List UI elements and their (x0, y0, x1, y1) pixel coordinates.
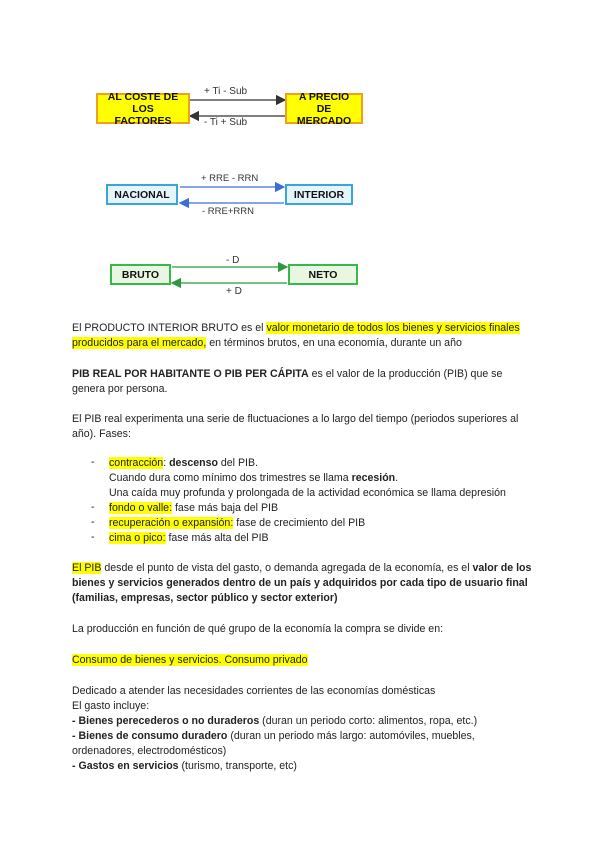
p1-highlight: valor monetario de todos los bienes y servicios finales producidos para el mercado, (72, 322, 520, 349)
phase-contraccion-hl: contracción (109, 457, 164, 469)
bullet-dash-1: - (91, 456, 95, 468)
phase-contraccion-sep: : (163, 457, 170, 469)
box-coste-factores: AL COSTE DE LOS FACTORES (96, 93, 190, 124)
phase-contraccion-l2b: . (395, 472, 399, 484)
paragraph-pib-definition (72, 321, 532, 351)
bullet-dash-3: - (91, 516, 95, 528)
p7-item2-rest: (duran un periodo más largo: automóviles, muebles, ordenadores, electrodomésticos) (72, 730, 475, 757)
phase-recuperacion (109, 516, 539, 531)
phase-cima-rest: fase más alta del PIB (165, 532, 269, 544)
p7-line-2: El gasto incluye: (72, 700, 150, 712)
p6-highlight: Consumo de bienes y servicios. Consumo privado (72, 654, 308, 666)
box-interior: INTERIOR (285, 184, 353, 205)
p1-text-b: en términos brutos, en una economía, durante un año (206, 337, 462, 349)
phase-recesion-bold: recesión (351, 472, 396, 484)
phase-fondo-hl: fondo o valle: (109, 502, 173, 514)
bullet-dash-4: - (91, 531, 95, 543)
p7-item1-bold: - Bienes perecederos o no duraderos (72, 715, 260, 727)
phase-fondo-rest: fase más baja del PIB (172, 502, 279, 514)
p2-rest: es el valor de la producción (PIB) que se genera por persona. (72, 368, 503, 395)
bullet-dash-2: - (91, 501, 95, 513)
paragraph-pib-real-fluctuations: El PIB real experimenta una serie de fluctuaciones a lo largo del tiempo (periodos superiores al año). Fases: (72, 413, 519, 440)
box-neto: NETO (288, 264, 358, 285)
p4-bold: valor de los bienes y servicios generados dentro de un país y adquiridos por cada tipo de usuario final (familias, empresas, sector público y sector exterior) (72, 562, 532, 604)
p7-line-1: Dedicado a atender las necesidades corrientes de las economías domésticas (72, 685, 436, 697)
phase-contraccion-l2a: Cuando dura como mínimo dos trimestres se llama (109, 472, 352, 484)
phase-recuperacion-hl: recuperación o expansión: (109, 517, 234, 529)
phase-contraccion (109, 456, 539, 501)
box-precio-mercado: A PRECIO DE MERCADO (285, 93, 363, 124)
label-ti-sub-top: + Ti - Sub (204, 86, 248, 97)
paragraph-pib-per-capita (72, 367, 532, 397)
label-d-top: - D (226, 255, 240, 266)
phase-recuperacion-rest: fase de crecimiento del PIB (233, 517, 366, 529)
p4-highlight: El PIB (72, 562, 102, 574)
label-ti-sub-bottom: - Ti + Sub (204, 117, 248, 128)
label-rre-bottom: - RRE+RRN (202, 206, 254, 217)
phase-contraccion-l3: Una caída muy profunda y prolongada de la actividad económica se llama depresión (109, 487, 506, 499)
box-bruto: BRUTO (110, 264, 171, 285)
p2-bold: PIB REAL POR HABITANTE O PIB PER CÁPITA (72, 368, 309, 380)
phase-contraccion-bold: descenso (169, 457, 218, 469)
p7-item2-bold: - Bienes de consumo duradero (72, 730, 228, 742)
p1-text-a: El PRODUCTO INTERIOR BRUTO es el (72, 322, 267, 334)
p7-item3-rest: (turismo, transporte, etc) (178, 760, 297, 772)
p7-item1-rest: (duran un periodo corto: alimentos, ropa, etc.) (259, 715, 478, 727)
box-nacional: NACIONAL (106, 184, 178, 205)
heading-consumo-privado (72, 653, 532, 668)
paragraph-consumo-details (72, 684, 532, 774)
label-d-bottom: + D (226, 286, 242, 297)
p7-item3-bold: - Gastos en servicios (72, 760, 179, 772)
p4-text-a: desde el punto de vista del gasto, o demanda agregada de la economía, es el (101, 562, 473, 574)
phase-contraccion-rest: del PIB. (217, 457, 258, 469)
phase-cima (109, 531, 539, 546)
label-rre-top: + RRE - RRN (201, 173, 259, 184)
paragraph-produccion-grupos: La producción en función de qué grupo de la economía la compra se divide en: (72, 623, 444, 635)
phase-fondo (109, 501, 539, 516)
paragraph-pib-gasto (72, 561, 532, 606)
phase-cima-hl: cima o pico: (109, 532, 166, 544)
